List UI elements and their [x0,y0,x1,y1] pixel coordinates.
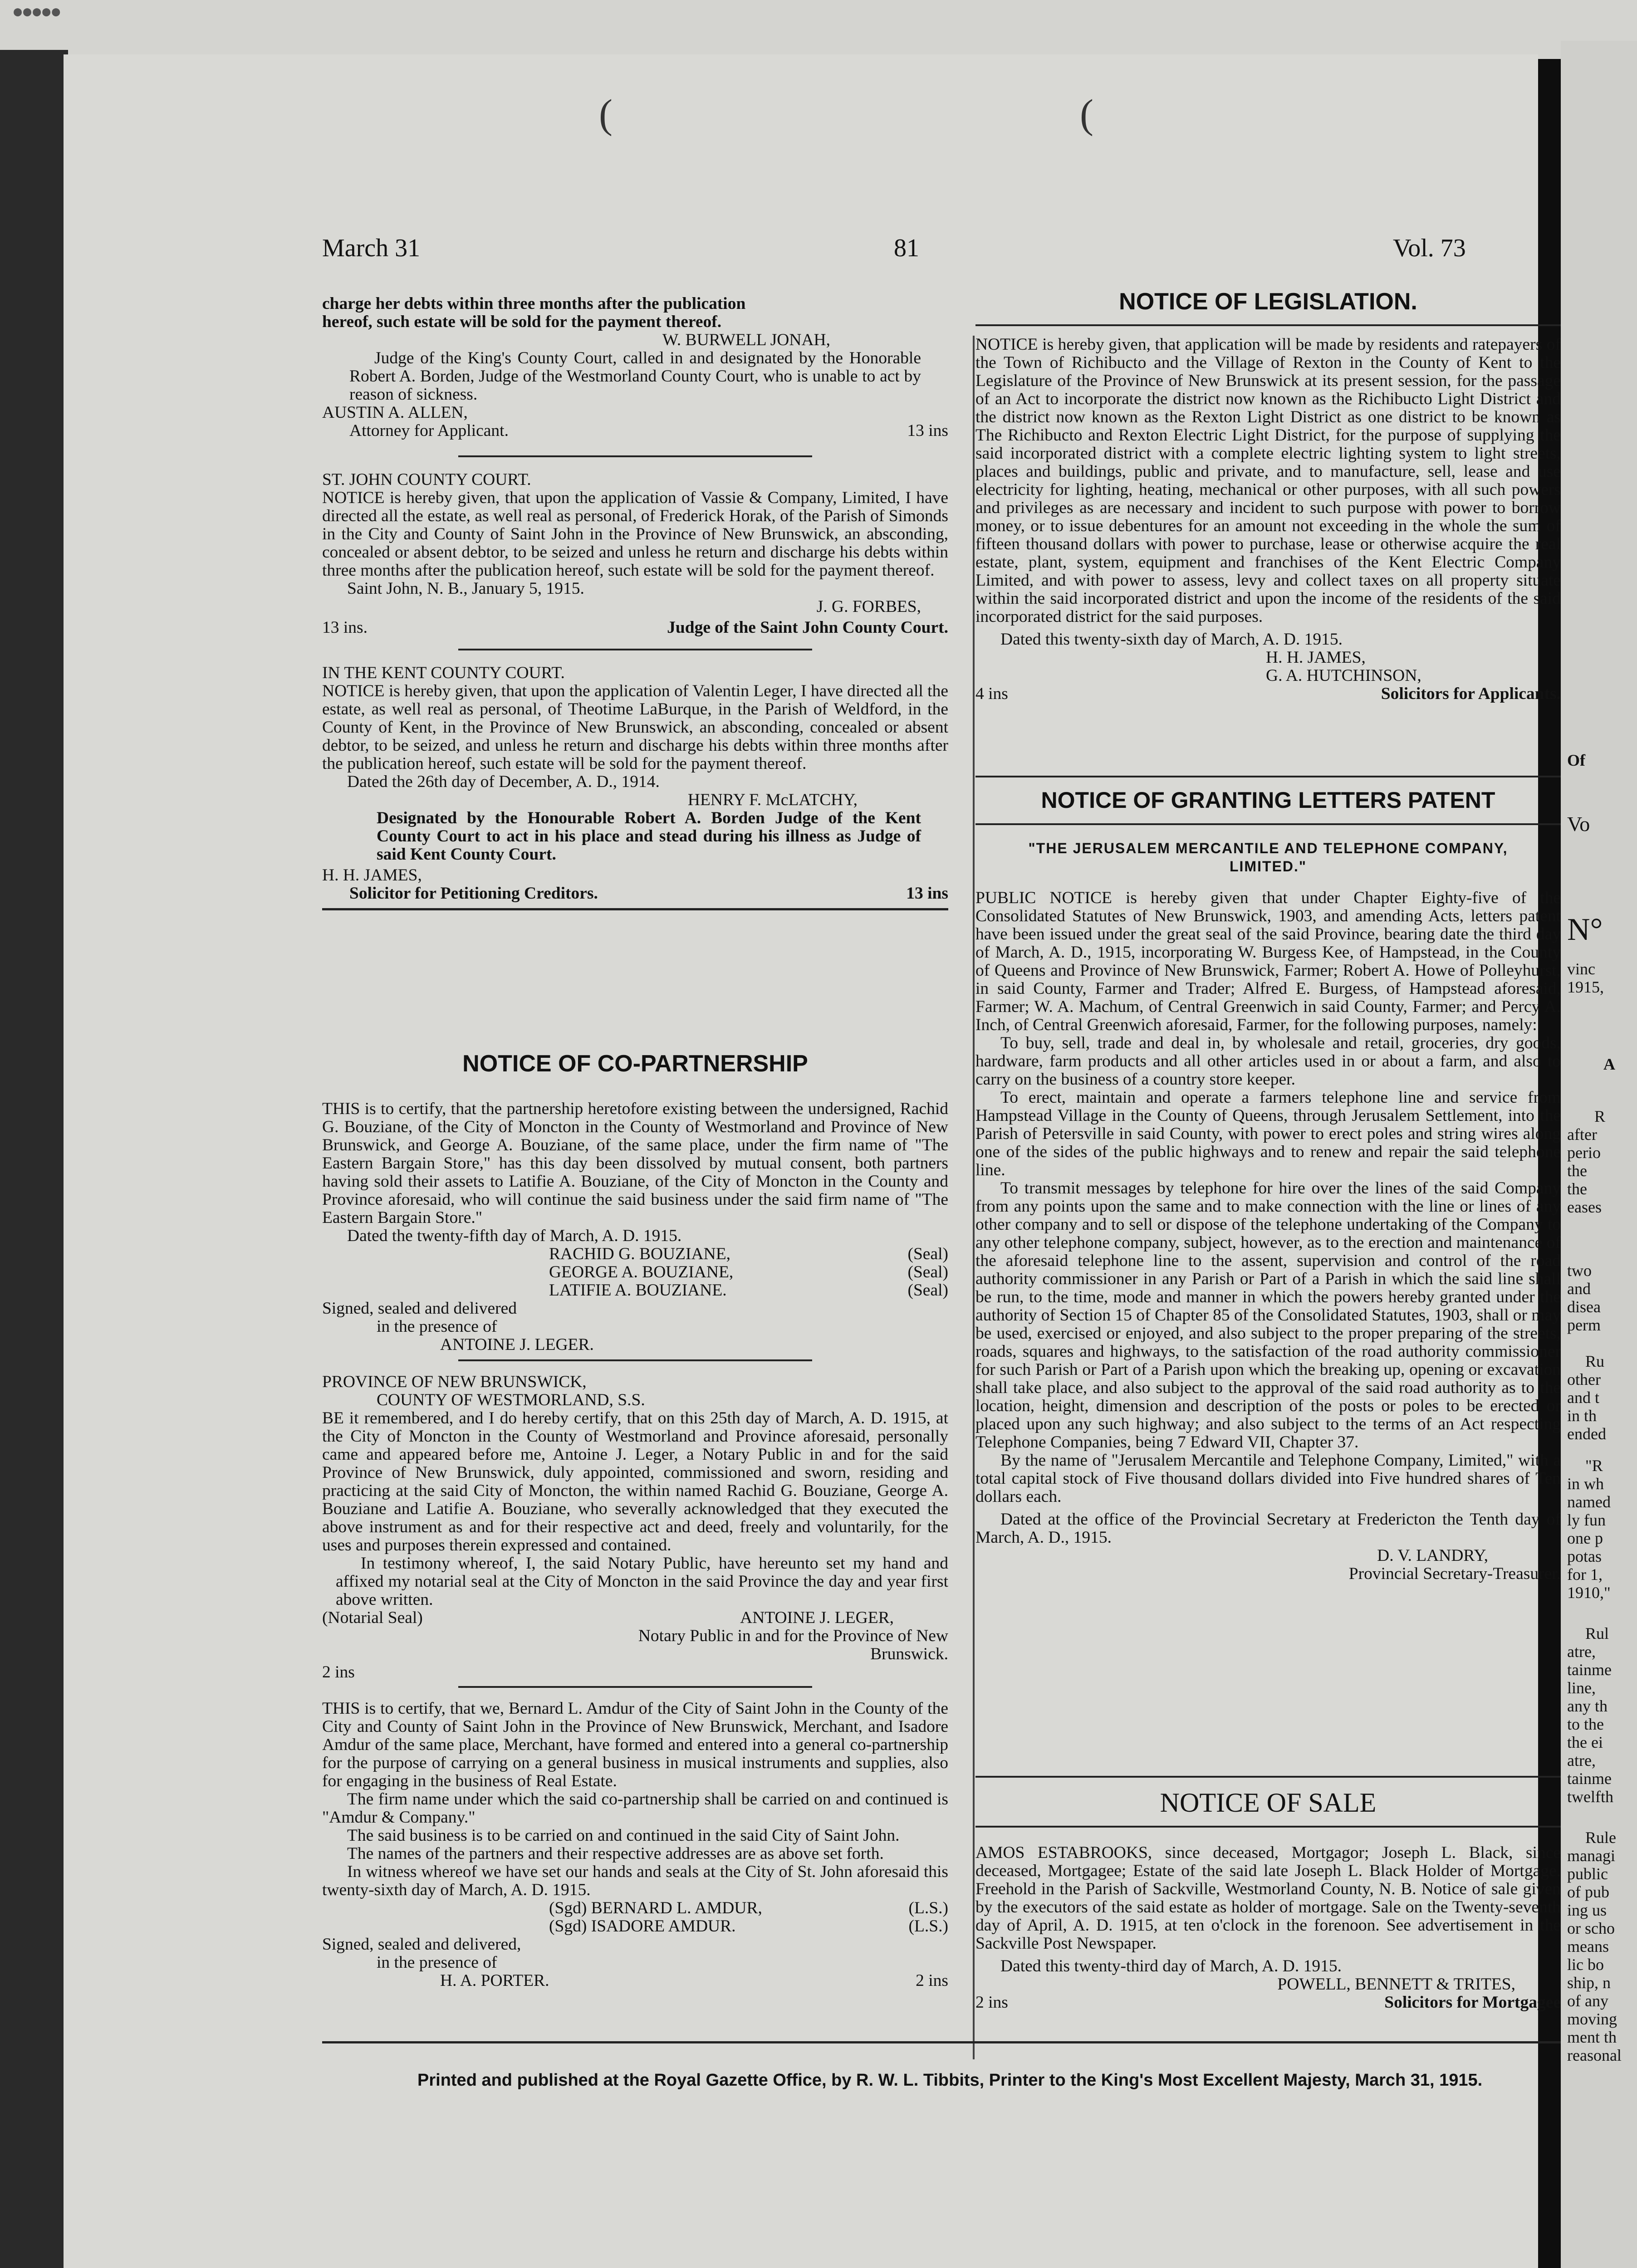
amdur-presence: in the presence of [377,1953,497,1972]
kent-designation: Designated by the Honourable Robert A. Borden Judge of the Kent County Court to act in his place and stead during his illness as Judge of said Kent County Court. [377,809,921,864]
carry-signer: W. BURWELL JONAH, [662,331,830,349]
sale-heading: NOTICE OF SALE [1160,1788,1377,1818]
amdur-body: THIS is to certify, that we, Bernard L. Amdur of the City of Saint John in the County of the City and County of Saint John in the Province of New Brunswick, Merchant, and Isadore Amdur of the same place, Merchant, have formed and entered into a general co-partnership for the purpose of carrying on a general business in musical instruments and supplies, also for engaging in the business of Real Estate. [322,1699,948,1790]
amdur-seal-2: (L.S.) [908,1917,948,1936]
prov-signer-title: Notary Public in and for the Province of New Brunswick. [638,1627,948,1663]
copart-witness: ANTOINE J. LEGER. [440,1335,594,1354]
copartnership-heading: NOTICE OF CO-PARTNERSHIP [462,1051,808,1077]
patent-dated: Dated at the office of the Provincial Secretary at Fredericton the Tenth day of March, A. D., 1915. [975,1510,1561,1547]
patent-rule-top [975,776,1561,777]
sale-date: Dated this twenty-third day of March, A. D. 1915. [1000,1957,1342,1975]
kent-ins: 13 ins [906,884,948,903]
sale-signer-title: Solicitors for Mortgagee [1384,1993,1561,2012]
fragment-51: ment th [1567,2028,1617,2046]
fragment-47: lic bo [1567,1955,1604,1974]
kent-body: NOTICE is hereby given, that upon the application of Valentin Leger, I have directed all the estate, as well real as personal, of Theotime LaBurque, in the Parish of Weldford, in the County of Kent, in the Province of New Brunswick, an absconding, concealed or absent debtor, to be seized, and unless he return and discharge his debts within three months after the publication hereof, such estate will be sold for the payment thereof. [322,682,948,773]
fragment-11: the [1567,1180,1587,1198]
amdur-signed: Signed, sealed and delivered, [322,1935,521,1954]
header-page-number: 81 [894,234,919,262]
fragment-48: ship, n [1567,1974,1611,1992]
column-divider [973,336,975,2059]
kent-date: Dated the 26th day of December, A. D., 1914. [347,772,660,791]
fragment-18: other [1567,1370,1601,1388]
copart-presence: in the presence of [377,1317,497,1336]
carry-designation: Judge of the King's County Court, called in and designated by the Honorable Robert A. Borden, Judge of the Westmorland County Court, who is unable to act by reason of sickness. [349,349,921,404]
kent-solicitor-title: Solicitor for Petitioning Creditors. [349,884,598,903]
fragment-24: named [1567,1493,1611,1511]
fragment-1: Of [1567,751,1585,769]
prov-body: BE it remembered, and I do hereby certify, that on this 25th day of March, A. D. 1915, at the City of Moncton in the County of Westmorland and Province aforesaid, personally came and appeared before me, Antoine J. Leger, a Notary Public in and for the said Province of New Brunswick, duly appointed, commissioned and sworn, residing and practicing at the said City of Moncton, the within named Rachid G. Bouziane, George A. Bouziane and Latifie A. Bouziane, who severally acknowledged that they executed the above instrument as and for their respective act and deed, freely and voluntarily, for the uses and purposes therein expressed and contained. [322,1409,948,1554]
amdur-ins: 2 ins [916,1971,948,1990]
amdur-business: The said business is to be carried on and continued in the said City of Saint John. [347,1826,900,1845]
sale-rule-top [975,1776,1561,1778]
copart-seal-1: (Seal) [907,1245,948,1263]
fragment-14: and [1567,1280,1591,1298]
fragment-15: disea [1567,1298,1601,1316]
carry-ins: 13 ins [907,421,948,440]
copart-witness-line: Signed, sealed and delivered [322,1299,517,1318]
fragment-21: ended [1567,1425,1606,1443]
right-column-patent [975,839,1561,1583]
header-date: March 31 [322,234,421,262]
fragment-2: Vo [1567,812,1590,836]
sale-body: AMOS ESTABROOKS, since deceased, Mortgagor; Joseph L. Black, since deceased, Mortgagee; Estate of the said late Joseph L. Black Holder of Mortgage. Freehold in the Parish of Sackville, Westmorland County, N. B. Notice of sale given by the executors of the said estate as holder of mortgage. Sale on the Twenty-seventh day of April, A. D. 1915, at ten o'clock in the forenoon. See advertisement in the Sackville Post Newspaper. [975,1843,1561,1953]
footer-rule [322,2041,1561,2043]
copart-seal-2: (Seal) [907,1263,948,1281]
legis-date: Dated this twenty-sixth day of March, A. D. 1915. [1000,630,1343,649]
stjohn-ins: 13 ins. [322,618,368,637]
fragment-12: eases [1567,1198,1602,1216]
fragment-31: atre, [1567,1642,1596,1661]
amdur-signer-2: (Sgd) ISADORE AMDUR. [549,1917,736,1936]
fragment-35: to the [1567,1715,1604,1733]
fragment-6: A [1603,1055,1615,1073]
prov-title: PROVINCE OF NEW BRUNSWICK, [322,1373,587,1391]
stjohn-signer: J. G. FORBES, [816,597,921,616]
legis-signer-2: G. A. HUTCHINSON, [1266,666,1421,685]
fragment-41: managi [1567,1847,1615,1865]
amdur-firm: The firm name under which the said co-partnership shall be carried on and continued is "Amdur & Company." [322,1790,948,1827]
fragment-43: of pub [1567,1883,1609,1901]
fragment-49: of any [1567,1992,1608,2010]
fragment-9: perio [1567,1144,1601,1162]
legislation-heading: NOTICE OF LEGISLATION. [1119,288,1417,315]
fragment-5: 1915, [1567,978,1604,996]
fragment-22: "R [1585,1457,1603,1475]
stjohn-body: NOTICE is hereby given, that upon the application of Vassie & Company, Limited, I have directed all the estate, as well real as personal, of Frederick Horak, of the Parish of Simonds in the City and County of Saint John in the Province of New Brunswick, an absconding, concealed or absent debtor, to be seized and unless he return and discharge his debts within three months after the publication hereof, such estate will be sold for the payment thereof. [322,489,948,580]
fragment-33: line, [1567,1679,1596,1697]
top-strip [0,0,1637,59]
stjohn-date: Saint John, N. B., January 5, 1915. [347,579,584,598]
patent-company: "THE JERUSALEM MERCANTILE AND TELEPHONE COMPANY, LIMITED." [1028,840,1508,875]
fragment-50: moving [1567,2010,1617,2028]
kent-solicitor: H. H. JAMES, [322,866,422,885]
patent-purpose-2: To erect, maintain and operate a farmers telephone line and service from Hampstead Village in the County of Queens, through Jerusalem Settlement, into the Parish of Petersville in said County, with power to erect poles and string wires along one of the sides of the public highways and to renew and repair the said telephone line. [975,1088,1561,1179]
fragment-30: Rul [1585,1624,1609,1642]
legis-body: NOTICE is hereby given, that application will be made by residents and ratepayers of the Town of Richibucto and the Village of Rexton in the County of Kent to the Legislature of the Province of New Brunswick at its present session, for the passage of an Act to incorporate the district now known as the Richibucto Light District and the district now known as the Rexton Light District as one district to be known as The Richibucto and Rexton Electric Light District, for the purpose of supplying the said incorporated district with a complete electric lighting system to light streets, places and buildings, public and private, and to manufacture, sell, lease and use electricity for lighting, heating, mechanical or other purposes, with all such powers and privileges as are necessary and incident to such purpose with power to borrow money, or to issue debentures for an amount not exceeding in the whole the sum of fifteen thousand dollars with power to purchase, lease or otherwise acquire the real estate, plant, system, equipment and franchises of the Kent Electric Company Limited, and with power to assess, levy and collect taxes on all property situate within the said incorporated district and upon the income of the residents of the said incorporated district for the said purposes. [975,335,1561,626]
fragment-4: vinc [1567,960,1595,978]
fragment-36: the ei [1567,1733,1603,1751]
copart-body: THIS is to certify, that the partnership heretofore existing between the undersigned, Rachid G. Bouziane, of the City of Moncton in the County of Westmorland and Province of New Brunswick, and George A. Bouziane, of the same place, under the firm name of "The Eastern Bargain Store," has this day been dissolved by mutual consent, both partners having sold their assets to Latifie A. Bouziane, of the City of Moncton in the County and Province aforesaid, who will continue the said business under the said firm name of "The Eastern Bargain Store." [322,1100,948,1227]
fragment-29: 1910," [1567,1584,1611,1602]
patent-heading: NOTICE OF GRANTING LETTERS PATENT [1041,787,1495,813]
fragment-8: after [1567,1125,1597,1144]
prov-signer: ANTOINE J. LEGER, [740,1608,894,1627]
amdur-witness-name: H. A. PORTER. [440,1971,549,1990]
fragment-7: R [1594,1107,1606,1125]
fragment-23: in wh [1567,1475,1604,1493]
fragment-40: Rule [1585,1828,1616,1847]
right-column [975,336,1561,703]
sale-rule-bottom [975,1826,1561,1828]
punch-hole-right: ( [1080,92,1093,137]
fragment-17: Ru [1585,1352,1605,1370]
fragment-16: perm [1567,1316,1601,1334]
left-column [322,295,948,910]
fragment-26: one p [1567,1529,1603,1547]
prov-seal: (Notarial Seal) [322,1608,423,1627]
patent-purpose-3: To transmit messages by telephone for hire over the lines of the said Company from any points upon the same and to make connection with the line or lines of any other company and to sell or dispose of the telephone undertaking of the Company to any other telephone company, subject, however, as to the erection and maintenance of the aforesaid telephone line to the assent, supervision and control of the road authority commissioner in any Parish or Part of a Parish in which the said line shall be run, to the time, mode and manner in which the powers hereby granted under the authority of Section 15 of Chapter 85 of the Consolidated Statutes, 1903, shall or may be used, exercised or enjoyed, and also subject to the proper preparing of the streets, roads, squares and highways, to the satisfaction of the road authority commissioner for such Parish or Part of a Parish upon which the breaking up, opening or excavation shall take place, and also subject to the approval of the said road authority as to the location, height, dimension and description of the posts or poles to be erected or placed upon any such highway; and also subject to the terms of an Act respecting Telephone Companies, being 7 Edward VII, Chapter 37. [975,1179,1561,1452]
copart-signer-3: LATIFIE A. BOUZIANE. [549,1281,727,1300]
legis-solicitors: Solicitors for Applicants. [1381,684,1561,703]
fragment-44: ing us [1567,1901,1607,1919]
carry-line-1: charge her debts within three months after the publication [322,294,746,313]
sale-ins: 2 ins [975,1993,1008,2012]
fragment-27: potas [1567,1547,1602,1565]
stjohn-signer-title: Judge of the Saint John County Court. [667,618,948,637]
fragment-20: in th [1567,1407,1597,1425]
right-column-sale [975,1844,1561,2012]
patent-rule-bottom [975,823,1561,825]
gazette-page [64,54,1561,2268]
legislation-rule [975,324,1561,326]
copart-date: Dated the twenty-fifth day of March, A. D. 1915. [347,1227,682,1245]
fragment-42: public [1567,1865,1608,1883]
adjacent-page-fragment [1561,41,1637,2268]
fragment-52: reasonal [1567,2046,1622,2064]
fragment-37: atre, [1567,1751,1596,1769]
carry-attorney-title: Attorney for Applicant. [349,421,509,440]
footer-imprint: Printed and published at the Royal Gazette Office, by R. W. L. Tibbits, Printer to the King's Most Excellent Majesty, March 31, 1915. [417,2071,1483,2090]
fragment-10: the [1567,1162,1587,1180]
fragment-19: and t [1567,1388,1599,1407]
prov-ins: 2 ins [322,1663,355,1681]
fragment-28: for 1, [1567,1565,1603,1584]
patent-signer: D. V. LANDRY, [1377,1546,1488,1565]
amdur-names: The names of the partners and their respective addresses are as above set forth. [347,1844,884,1863]
fragment-3: N° [1567,912,1603,947]
legis-signer-1: H. H. JAMES, [1266,648,1366,667]
fragment-25: ly fun [1567,1511,1606,1529]
fragment-38: tainme [1567,1769,1612,1788]
patent-body: PUBLIC NOTICE is hereby given that under Chapter Eighty-five of the Consolidated Statutes of New Brunswick, 1903, and amending Acts, letters patent have been issued under the great seal of the said Province, bearing date the third day of March, A. D., 1915, incorporating W. Burgess Kee, of Hampstead, in the County of Queens and Province of New Brunswick, Farmer; Robert A. Howe of Polleyhurst, in said County, Farmer and Trader; Alfred E. Burgess, of Hampstead aforesaid, Farmer; W. A. Machum, of Central Greenwich in said County, Farmer; and Percy A. Inch, of Central Greenwich aforesaid, Farmer, for the following purposes, namely: [975,889,1561,1034]
carry-line-2: hereof, such estate will be sold for the payment thereof. [322,313,722,331]
amdur-seal-1: (L.S.) [908,1899,948,1917]
punch-hole-left: ( [599,92,613,137]
prov-county: COUNTY OF WESTMORLAND, S.S. [377,1391,645,1409]
patent-signer-title: Provincial Secretary-Treasurer. [1348,1564,1561,1583]
copart-signer-1: RACHID G. BOUZIANE, [549,1245,730,1263]
kent-title: IN THE KENT COUNTY COURT. [322,664,565,682]
fragment-45: or scho [1567,1919,1615,1937]
patent-company-name: By the name of "Jerusalem Mercantile and Telephone Company, Limited," with a total capital stock of Five thousand dollars divided into Five hundred shares of Ten dollars each. [975,1451,1561,1506]
patent-purpose-1: To buy, sell, trade and deal in, by wholesale and retail, groceries, dry goods, hardware, farm products and all other articles used in or about a farm, and also to carry on the business of a country store keeper. [975,1034,1561,1089]
amdur-witness: In witness whereof we have set our hands and seals at the City of St. John aforesaid this twenty-sixth day of March, A. D. 1915. [322,1862,948,1899]
prov-testimony: In testimony whereof, I, the said Notary Public, have hereunto set my hand and affixed my notarial seal at the City of Moncton in the said Province the day and year first above written. [336,1554,948,1609]
book-binding [0,50,68,2268]
stjohn-title: ST. JOHN COUNTY COURT. [322,470,531,489]
fragment-39: twelfth [1567,1788,1613,1806]
fragment-32: tainme [1567,1661,1612,1679]
sale-signer: POWELL, BENNETT & TRITES, [1277,1975,1515,1994]
fragment-46: means [1567,1937,1609,1955]
amdur-signer-1: (Sgd) BERNARD L. AMDUR, [549,1899,762,1917]
left-column-lower [322,1100,948,1990]
carry-attorney: AUSTIN A. ALLEN, [322,403,468,422]
copart-signer-2: GEORGE A. BOUZIANE, [549,1263,734,1281]
fragment-34: any th [1567,1697,1608,1715]
header-volume: Vol. 73 [1393,234,1466,262]
fragment-13: two [1567,1261,1592,1280]
kent-signer: HENRY F. McLATCHY, [687,791,858,809]
copart-seal-3: (Seal) [907,1281,948,1300]
top-strip-text: ●●●●● [14,4,62,20]
legis-ins: 4 ins [975,684,1008,703]
